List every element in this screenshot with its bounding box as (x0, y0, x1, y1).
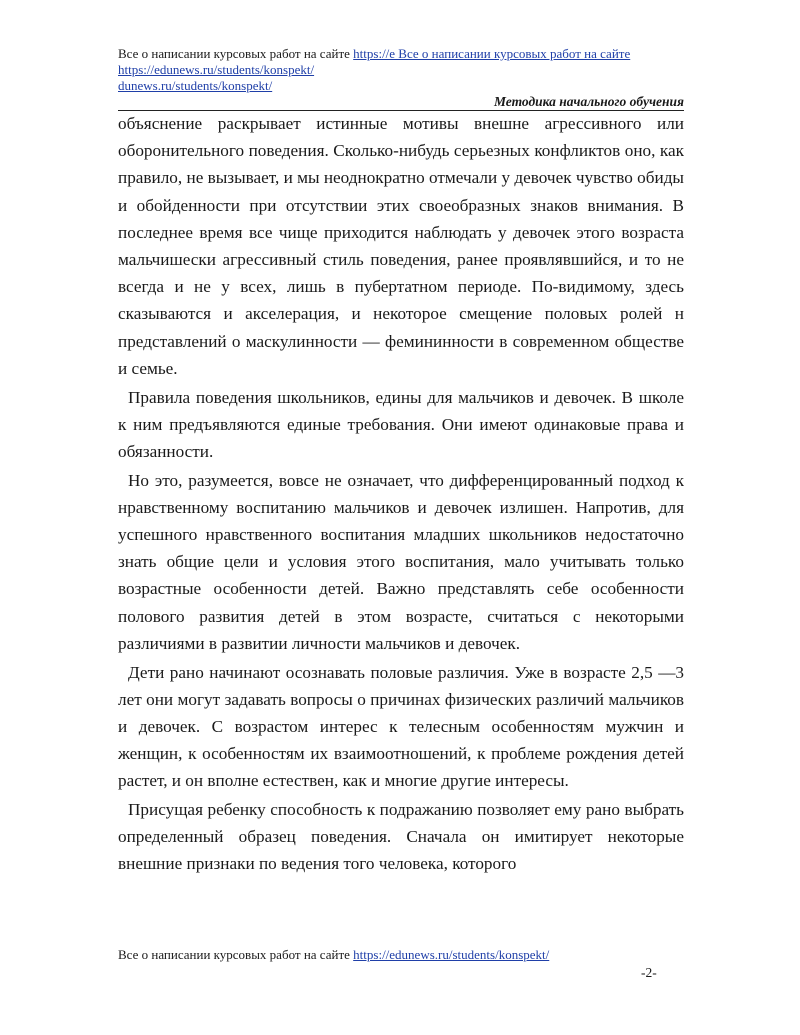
paragraph: Но это, разумеется, вовсе не означает, что дифференцированный подход к нравственному воспитанию мальчиков и девочек излишен. Напротив, для успешного нравственного воспитания младших школьников недостаточно знать общие цели и условия этого воспитания, мало учитывать только возрастные особенности детей. Важно представлять себе особенности полового развития детей в этом возрасте, считаться с некоторыми различиями в развитии личности мальчиков и девочек. (118, 470, 684, 653)
header-link-3[interactable]: dunews.ru/students/konspekt/ (118, 78, 273, 93)
header-link-2[interactable]: https://edunews.ru/students/konspekt/ (118, 62, 315, 77)
paragraph: Присущая ребенку способность к подражанию позволяет ему рано выбрать определенный образец поведения. Сначала он имитирует некоторые внешние признаки по ведения того человека, которого (118, 800, 684, 874)
page-header (118, 46, 684, 94)
header-link-1[interactable]: https://e Все о написании курсовых работ на сайте (353, 46, 631, 61)
footer-text: Все о написании курсовых работ на сайте (118, 947, 354, 962)
header-line-3 (118, 78, 684, 94)
header-line-2 (118, 62, 684, 78)
page-number: -2- (641, 965, 657, 980)
header-line-1 (118, 46, 684, 62)
page-footer (118, 947, 684, 963)
header-text: Все о написании курсовых работ на сайте (118, 46, 354, 61)
footer-link[interactable]: https://edunews.ru/students/konspekt/ (353, 947, 550, 962)
paragraph: Правила поведения школьников, едины для мальчиков и девочек. В школе к ним предъявляются единые требования. Они имеют одинаковые права и обязанности. (118, 387, 684, 461)
paragraph: Дети рано начинают осознавать половые различия. Уже в возрасте 2,5 —3 лет они могут задавать вопросы о причинах физических различий мальчиков и девочек. С возрастом интерес к телесным особенностям мужчин и женщин, к особенностям их взаимоотношений, к проблеме рождения детей растет, и он вполне естествен, как и многие другие интересы. (118, 662, 684, 791)
section-title: Методика начального обучения (493, 94, 684, 109)
paragraph: объяснение раскрывает истинные мотивы внешне агрессивного или оборонительного поведения. Сколько-нибудь серьезных конфликтов оно, как правило, не вызывает, и мы неоднократно отмечали у девочек чувство обиды и обойденности при отсутствии этих своеобразных знаков внимания. В последнее время все чище приходится наблюдать у девочек этого возраста мальчишески агрессивный стиль поведения, ранее проявлявшийся, и то не всегда и не у всех, лишь в пубертатном периоде. По-видимому, здесь сказываются и акселерация, и некоторое смещение половых ролей н представлений о маскулинности — фемининности в современном обществе и семье. (118, 114, 684, 378)
document-body (118, 110, 684, 878)
